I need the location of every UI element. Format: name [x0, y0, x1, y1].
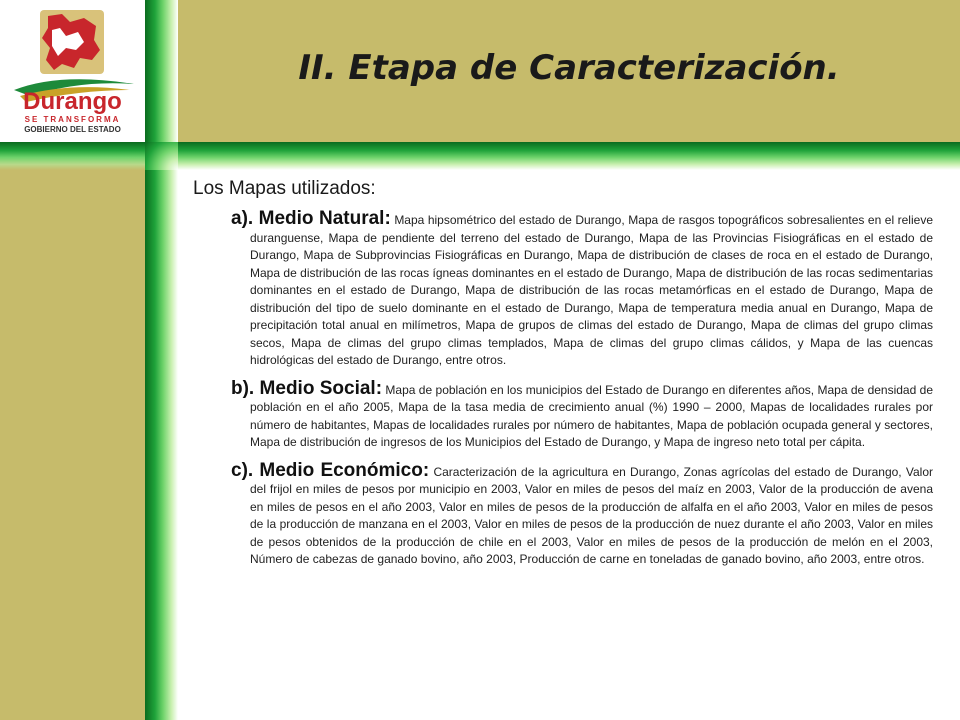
item-body: Caracterización de la agricultura en Durango, Zonas agrícolas del estado de Durango, Valor del frijol en miles de pesos por municipio en 2003, Valor en miles de pesos del maíz en 2003, Valor de la producción de avena en miles de pesos en el año 2003, Valor en miles de pesos de la producción de alfalfa en el año 2003, Valor en miles de pesos de la producción de manzana en el 2003, Valor en miles de pesos de la producción de nuez durante el año 2003, Valor en miles de pesos obtenidos de la producción de chile en el 2003, Valor en miles de pesos de la producción de melón en el 2003, Número de cabezas de ganado bovino, año 2003, Producción de carne en toneladas de ganado bovino, año 2003, entre otros. — [250, 464, 933, 566]
item-title: Medio Social: — [259, 377, 383, 399]
item-letter: a). — [231, 208, 254, 229]
item-letter: b). — [231, 377, 255, 399]
vertical-green-stripe — [145, 0, 178, 720]
list-item-medio-natural — [231, 210, 933, 370]
logo — [0, 0, 145, 142]
logo-org: GOBIERNO DEL ESTADO — [24, 125, 121, 134]
item-body: Mapa hipsométrico del estado de Durango, Mapa de rasgos topográficos sobresalientes en el relieve duranguense, Mapa de pendiente del terreno del estado de Durango, Mapa de las Provincias Fisiográficas en el estado de Durango, Mapa de Subprovincias Fisiográficas en Durango, Mapa de distribución de clases de roca en el estado de Durango, Mapa de distribución de las rocas ígneas dominantes en el estado de Durango, Mapa de distribución de las rocas sedimentarias dominantes en el estado de Durango, Mapa de distribución de las rocas metamórficas en el estado de Durango, Mapa de distribución del tipo de suelo dominante en el estado de Durango, Mapa de temperatura media anual en Durango, Mapa de precipitación total anual en milímetros, Mapa de grupos de climas del estado de Durango, Mapa de climas del grupo climas secos, Mapa de climas del grupo climas templados, Mapa de climas del grupo climas cálidos, y Mapa de las cuencas hidrológicas del estado de Durango, entre otros. — [250, 213, 933, 367]
list-item-medio-social — [231, 377, 933, 452]
horizontal-green-stripe-left — [0, 142, 145, 170]
list-item-medio-economico — [231, 459, 933, 569]
main-content — [193, 178, 933, 579]
item-body: Mapa de población en los municipios del Estado de Durango en diferentes años, Mapa de densidad de población en el año 2005, Mapa de la tasa media de crecimiento anual (%) 1990 – 2000, Mapas de localidades rurales por número de habitantes, Mapas de localidades rurales por número de habitantes, Mapa de población ocupada general y sectores, Mapa de distribución de ingresos de los Municipios del Estado de Durango, y Mapa de ingreso neto total per cápita. — [250, 382, 933, 449]
item-heading — [231, 460, 429, 481]
intro-text: Los Mapas utilizados: — [193, 178, 376, 199]
item-letter: c). — [231, 459, 254, 481]
item-heading — [231, 378, 382, 399]
logo-brand: Durango — [23, 88, 122, 115]
item-title: Medio Económico: — [259, 459, 430, 481]
item-title: Medio Natural: — [258, 208, 391, 229]
logo-tagline: SE TRANSFORMA — [24, 115, 121, 124]
page-title: II. Etapa de Caracterización. — [298, 48, 840, 88]
item-heading — [231, 208, 391, 229]
stripe-corner — [145, 142, 178, 170]
